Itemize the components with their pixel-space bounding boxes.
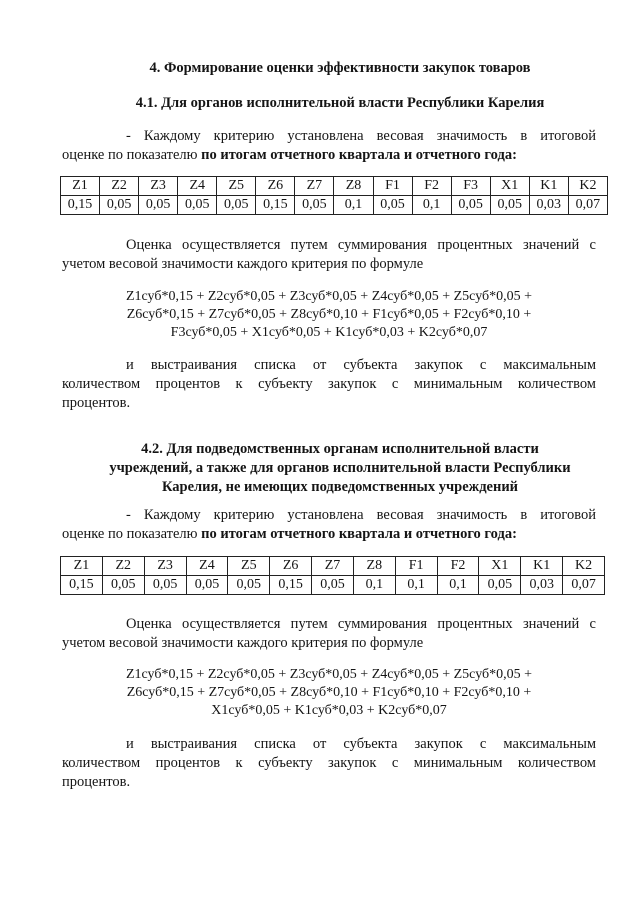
formula-line: Z1суб*0,15 + Z2суб*0,05 + Z3суб*0,05 + Z4суб*0,05 + Z5суб*0,05 + [125,667,533,682]
table-cell: Z1 [61,177,100,196]
intro-bold-text: по итогам отчетного квартала и отчетного года: [201,526,517,542]
table-cell: K1 [521,557,563,576]
ranking-line: и выстраивания списка от субъекта закупок с максимальным [126,357,596,373]
table-cell: F1 [395,557,437,576]
table-cell: Z8 [334,177,373,196]
table-cell: 0,05 [186,576,228,595]
formula-line: X1суб*0,05 + K1суб*0,03 + K2суб*0,07 [211,703,447,718]
evaluation-line: учетом весовой значимости каждого критерия по формуле [62,256,424,272]
table-cell: Z5 [217,177,256,196]
ranking-line: процентов. [62,774,131,790]
table-cell: 0,05 [373,196,412,215]
table-cell: K2 [568,177,607,196]
table-cell: F2 [412,177,451,196]
table-header-row [61,557,605,576]
table-cell: 0,15 [256,196,295,215]
table-cell: Z5 [228,557,270,576]
table-cell: Z6 [256,177,295,196]
table-cell: Z2 [100,177,139,196]
intro-line: - Каждому критерию установлена весовая значимость в итоговой [126,507,596,523]
table-cell: 0,03 [521,576,563,595]
formula-line: Z6суб*0,15 + Z7суб*0,05 + Z8суб*0,10 + F1суб*0,10 + F2суб*0,10 + [126,685,532,700]
table-cell: Z2 [102,557,144,576]
table-cell: 0,07 [563,576,605,595]
table-cell: 0,1 [395,576,437,595]
intro-text: оценке по показателю [62,526,202,542]
evaluation-line: Оценка осуществляется путем суммирования процентных значений с [126,616,596,632]
table-cell: 0,15 [61,196,100,215]
intro-line [62,525,596,544]
table-cell: 0,05 [102,576,144,595]
table-cell: 0,05 [178,196,217,215]
table-cell: K2 [563,557,605,576]
table-cell: 0,15 [270,576,312,595]
section-4-title: 4. Формирование оценки эффективности закупок товаров [149,60,531,76]
title-line: Карелия, не имеющих подведомственных учреждений [161,479,519,495]
intro-bold-text: по итогам отчетного квартала и отчетного года: [201,147,517,163]
ranking-line: количеством процентов к субъекту закупок с минимальным количеством [62,755,596,771]
table-cell: Z4 [186,557,228,576]
table-cell: X1 [490,177,529,196]
table-cell: 0,05 [451,196,490,215]
table-cell: X1 [479,557,521,576]
ranking-line: процентов. [62,395,131,411]
table-cell: 0,07 [568,196,607,215]
evaluation-line: Оценка осуществляется путем суммирования процентных значений с [126,237,596,253]
formula-line: Z6суб*0,15 + Z7суб*0,05 + Z8суб*0,10 + F1суб*0,05 + F2суб*0,10 + [126,307,532,322]
table-cell: F1 [373,177,412,196]
intro-line [62,146,596,165]
table-cell: 0,15 [61,576,103,595]
table-cell: 0,03 [529,196,568,215]
formula-line: Z1суб*0,15 + Z2суб*0,05 + Z3суб*0,05 + Z4суб*0,05 + Z5суб*0,05 + [125,289,533,304]
table-cell: 0,05 [295,196,334,215]
table-cell: F3 [451,177,490,196]
table-cell: Z7 [312,557,354,576]
formula-line: F3суб*0,05 + X1суб*0,05 + K1суб*0,03 + K2суб*0,07 [170,325,488,340]
table-value-row [61,196,608,215]
table-cell: Z3 [144,557,186,576]
intro-line: - Каждому критерию установлена весовая значимость в итоговой [126,128,596,144]
section-4-1-formula [62,288,596,342]
ranking-line: и выстраивания списка от субъекта закупок с максимальным [126,736,596,752]
table-cell: 0,1 [412,196,451,215]
title-line: учреждений, а также для органов исполнительной власти Республики [109,460,571,476]
table-cell: 0,05 [312,576,354,595]
table-cell: Z7 [295,177,334,196]
section-4-2-formula [62,666,596,720]
weights-table-4-1 [60,176,608,215]
table-cell: Z8 [353,557,395,576]
section-4-1-title: 4.1. Для органов исполнительной власти Республики Карелия [135,95,545,111]
table-cell: 0,05 [144,576,186,595]
table-cell: 0,05 [490,196,529,215]
table-cell: 0,1 [334,196,373,215]
table-cell: Z3 [139,177,178,196]
evaluation-line: учетом весовой значимости каждого критерия по формуле [62,635,424,651]
weights-table-4-2 [60,556,605,595]
section-4-2-ranking [62,735,596,792]
table-cell: 0,1 [437,576,479,595]
section-4-2-title [60,440,620,497]
section-4-1-intro [62,127,596,165]
section-4-2-evaluation [62,615,596,653]
table-cell: 0,1 [353,576,395,595]
intro-text: оценке по показателю [62,147,202,163]
table-cell: Z4 [178,177,217,196]
table-cell: 0,05 [217,196,256,215]
table-cell: K1 [529,177,568,196]
table-cell: Z6 [270,557,312,576]
table-cell: Z1 [61,557,103,576]
title-line: 4.2. Для подведомственных органам исполнительной власти [141,441,539,457]
table-cell: 0,05 [228,576,270,595]
section-4-1-evaluation [62,236,596,274]
table-value-row [61,576,605,595]
table-cell: F2 [437,557,479,576]
table-header-row [61,177,608,196]
section-4-2-intro [62,506,596,544]
table-cell: 0,05 [100,196,139,215]
section-4-1-ranking [62,356,596,413]
table-cell: 0,05 [479,576,521,595]
ranking-line: количеством процентов к субъекту закупок с минимальным количеством [62,376,596,392]
table-cell: 0,05 [139,196,178,215]
